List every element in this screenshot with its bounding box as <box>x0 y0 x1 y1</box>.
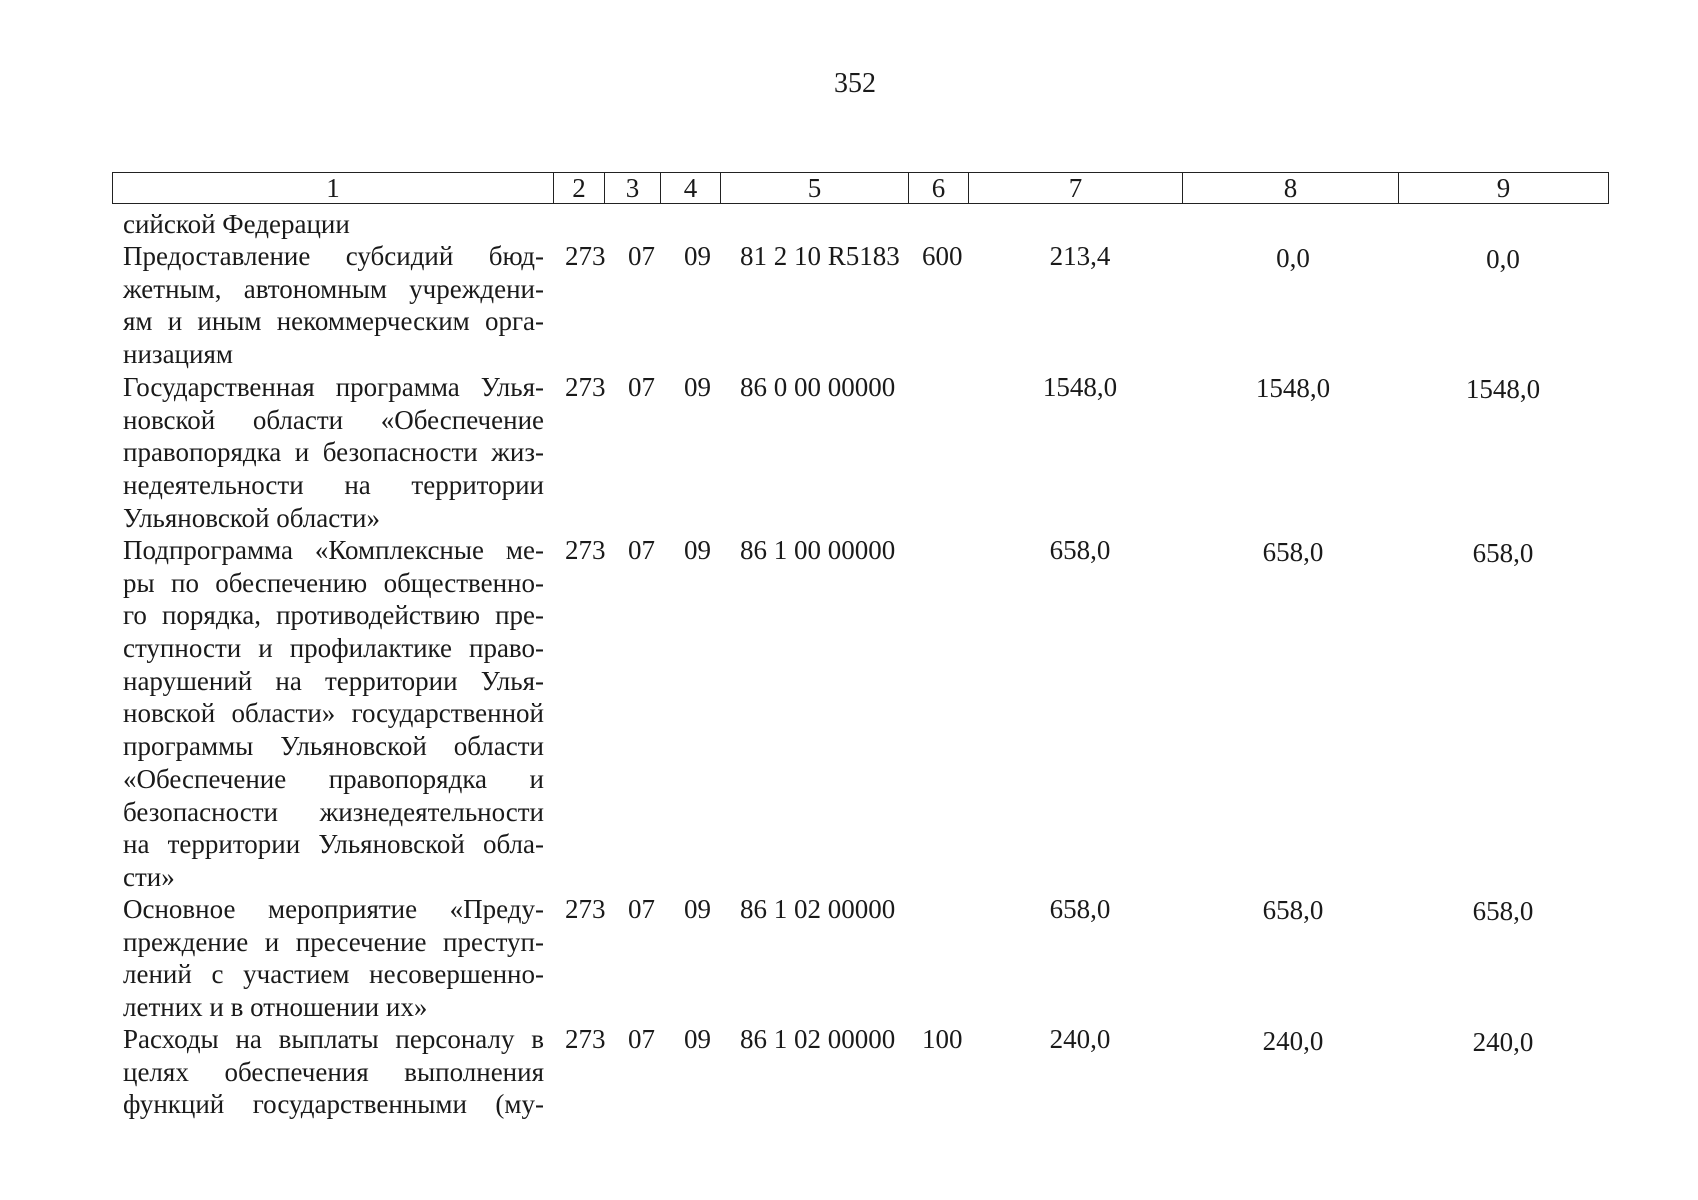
cell-col-3: 07 <box>628 241 655 271</box>
header-col-1: 1 <box>113 173 554 204</box>
cell-col-8: 658,0 <box>1262 537 1324 567</box>
description-line: сти» <box>123 861 175 892</box>
description-line: программы Ульяновской области <box>123 731 544 762</box>
header-col-4: 4 <box>661 173 721 204</box>
description-line: Государственная программа Улья- <box>123 372 544 402</box>
description-line: ступности и профилактике право- <box>123 633 544 664</box>
header-col-2: 2 <box>554 173 605 204</box>
cell-col-3: 07 <box>628 535 655 565</box>
cell-col-3: 07 <box>628 1024 655 1054</box>
description-line: функций государственными (му- <box>123 1089 544 1120</box>
cell-col-9: 0,0 <box>1486 244 1520 274</box>
header-col-8: 8 <box>1183 173 1399 204</box>
cell-col-8: 1548,0 <box>1255 373 1331 403</box>
description-line: го порядка, противодействию пре- <box>123 600 544 631</box>
cell-col-8: 240,0 <box>1262 1026 1324 1056</box>
description-line: целях обеспечения выполнения <box>123 1056 544 1087</box>
description-line: Расходы на выплаты персоналу в <box>123 1024 544 1054</box>
description-line: низациям <box>123 339 233 370</box>
description-line: «Обеспечение правопорядка и <box>123 763 544 794</box>
header-col-6: 6 <box>909 173 969 204</box>
continuation-text: сийской Федерации <box>123 209 350 239</box>
cell-col-9: 240,0 <box>1472 1027 1534 1057</box>
cell-col-9: 658,0 <box>1472 896 1534 926</box>
description-line: правопорядка и безопасности жиз- <box>123 437 544 468</box>
description-line: на территории Ульяновской обла- <box>123 829 544 860</box>
header-col-3: 3 <box>605 173 661 204</box>
table-row-description <box>123 1023 544 1121</box>
description-line: летних и в отношении их» <box>123 992 428 1023</box>
description-line: ям и иным некоммерческим орга- <box>123 306 544 337</box>
table-row-description <box>123 893 544 1024</box>
cell-col-3: 07 <box>628 894 655 924</box>
header-col-5: 5 <box>721 173 909 204</box>
cell-col-8: 658,0 <box>1262 895 1324 925</box>
cell-col-4: 09 <box>684 372 711 402</box>
description-line: новской области» государственной <box>123 698 544 729</box>
cell-col-2: 273 <box>565 535 606 565</box>
description-line: ры по обеспечению общественно- <box>123 567 544 598</box>
cell-col-2: 273 <box>565 894 606 924</box>
cell-col-2: 273 <box>565 372 606 402</box>
description-line: преждение и пресечение преступ- <box>123 926 544 957</box>
cell-col-4: 09 <box>684 241 711 271</box>
cell-col-4: 09 <box>684 535 711 565</box>
cell-col-8: 0,0 <box>1276 243 1310 273</box>
description-line: лений с участием несовершенно- <box>123 959 544 990</box>
cell-col-2: 273 <box>565 241 606 271</box>
cell-col-9: 658,0 <box>1472 538 1534 568</box>
header-col-7: 7 <box>969 173 1183 204</box>
cell-col-4: 09 <box>684 1024 711 1054</box>
cell-col-3: 07 <box>628 372 655 402</box>
cell-col-5: 86 1 02 00000 <box>740 894 896 924</box>
cell-col-2: 273 <box>565 1024 606 1054</box>
cell-col-7: 1548,0 <box>1042 372 1118 402</box>
cell-col-9: 1548,0 <box>1465 374 1541 404</box>
cell-col-4: 09 <box>684 894 711 924</box>
cell-col-5: 86 1 00 00000 <box>740 535 896 565</box>
cell-col-7: 658,0 <box>1049 894 1111 924</box>
cell-col-7: 240,0 <box>1049 1024 1111 1054</box>
table-row-description <box>123 371 544 534</box>
description-line: Основное мероприятие «Преду- <box>123 894 544 924</box>
description-line: недеятельности на территории <box>123 470 544 501</box>
description-line: Ульяновской области» <box>123 502 381 533</box>
cell-col-5: 81 2 10 R5183 <box>740 241 900 271</box>
table-row-description <box>123 240 544 371</box>
cell-col-6: 600 <box>922 241 963 271</box>
description-line: нарушений на территории Улья- <box>123 665 544 696</box>
page-number: 352 <box>834 68 876 99</box>
description-line: Предоставление субсидий бюд- <box>123 241 544 271</box>
cell-col-5: 86 1 02 00000 <box>740 1024 896 1054</box>
header-col-9: 9 <box>1399 173 1609 204</box>
cell-col-5: 86 0 00 00000 <box>740 372 896 402</box>
cell-col-7: 213,4 <box>1049 241 1111 271</box>
description-line: новской области «Обеспечение <box>123 404 544 435</box>
cell-col-6: 100 <box>922 1024 963 1054</box>
cell-col-7: 658,0 <box>1049 535 1111 565</box>
table-row-description <box>123 534 544 894</box>
description-line: Подпрограмма «Комплексные ме- <box>123 535 544 565</box>
description-line: жетным, автономным учреждени- <box>123 273 544 304</box>
description-line: безопасности жизнедеятельности <box>123 796 544 827</box>
